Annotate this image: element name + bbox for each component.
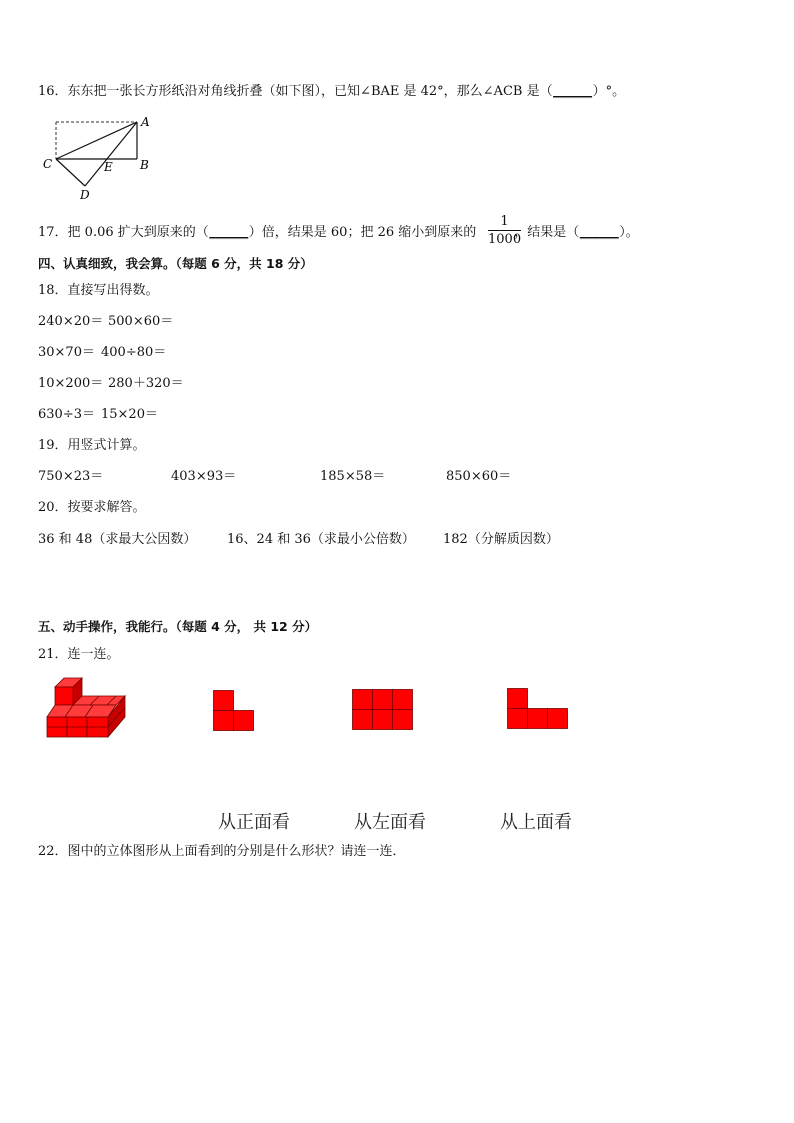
q21-label-left-view: 从左面看 xyxy=(354,812,426,833)
q18-item: 10×200＝ xyxy=(38,376,104,391)
q16-text-a: 东东把一张长方形纸沿对角线折叠（如下图），已知∠BAE 是 42°，那么∠ACB 是（ xyxy=(67,84,553,99)
section-4-title: 四、认真细致，我会算。（每题 6 分，共 18 分） xyxy=(38,256,313,271)
q18-title: 18．直接写出得数。 xyxy=(38,283,159,298)
q19-item-1: 750×23＝ xyxy=(38,469,104,484)
q21-view-grid xyxy=(352,689,414,731)
q19-item-4: 850×60＝ xyxy=(446,469,512,484)
q20-item-2: 16、24 和 36（求最小公倍数） xyxy=(227,532,415,547)
q18-item: 240×20＝ xyxy=(38,314,104,329)
q16-label-C: C xyxy=(43,157,53,171)
q21-view-long-l-shape xyxy=(507,688,569,730)
q16-text xyxy=(38,83,625,101)
q17-answer-blank-1[interactable]: ______ xyxy=(209,225,249,240)
q16-number: 16． xyxy=(38,84,68,99)
q18-item: 280＋320＝ xyxy=(108,376,184,391)
q17-text-b: ）倍，结果是 60；把 26 缩小到原来的 xyxy=(248,225,477,240)
q16-text-b: ）°。 xyxy=(592,84,626,99)
q17-text-c: ，结果是（ xyxy=(514,225,580,240)
q16-label-E: E xyxy=(104,160,113,174)
q21-label-front-view: 从正面看 xyxy=(218,812,290,833)
q22-title: 22．图中的立体图形从上面看到的分别是什么形状？请连一连． xyxy=(38,844,406,859)
q18-item: 15×20＝ xyxy=(101,407,158,422)
q20-item-1: 36 和 48（求最大公因数） xyxy=(38,532,197,547)
q17-text-d: ）。 xyxy=(619,225,639,240)
q17-text xyxy=(38,224,639,242)
q16-label-D: D xyxy=(80,188,90,202)
q21-title: 21．连一连。 xyxy=(38,647,120,662)
q17-text-a: 把 0.06 扩大到原来的（ xyxy=(67,225,209,240)
q21-view-l-shape xyxy=(213,690,255,732)
q19-item-2: 403×93＝ xyxy=(171,469,237,484)
q17-fraction xyxy=(488,213,521,248)
q16-label-B: B xyxy=(140,158,149,172)
q18-item: 30×70＝ xyxy=(38,345,95,360)
q18-row-2 xyxy=(38,344,166,362)
q18-item: 500×60＝ xyxy=(108,314,174,329)
q16-fold-figure xyxy=(38,113,178,203)
q18-item: 400÷80＝ xyxy=(101,345,167,360)
q17-fraction-numerator: 1 xyxy=(488,213,521,231)
q18-row-1 xyxy=(38,313,173,331)
q17-answer-blank-2[interactable]: ______ xyxy=(579,225,619,240)
q16-label-A: A xyxy=(141,115,150,129)
section-5-title: 五、动手操作，我能行。（每题 4 分， 共 12 分） xyxy=(38,619,318,634)
q19-item-3: 185×58＝ xyxy=(320,469,386,484)
q18-row-4 xyxy=(38,406,158,424)
q21-solid-figure xyxy=(45,677,135,747)
q19-title: 19．用竖式计算。 xyxy=(38,438,146,453)
q17-number: 17． xyxy=(38,225,68,240)
q17-fraction-denominator: 1000 xyxy=(488,232,522,247)
q20-title: 20．按要求解答。 xyxy=(38,500,146,515)
q18-row-3 xyxy=(38,375,184,393)
q16-answer-blank[interactable]: ______ xyxy=(553,84,593,99)
q21-label-top-view: 从上面看 xyxy=(500,812,572,833)
q18-item: 630÷3＝ xyxy=(38,407,95,422)
q20-item-3: 182（分解质因数） xyxy=(443,532,559,547)
